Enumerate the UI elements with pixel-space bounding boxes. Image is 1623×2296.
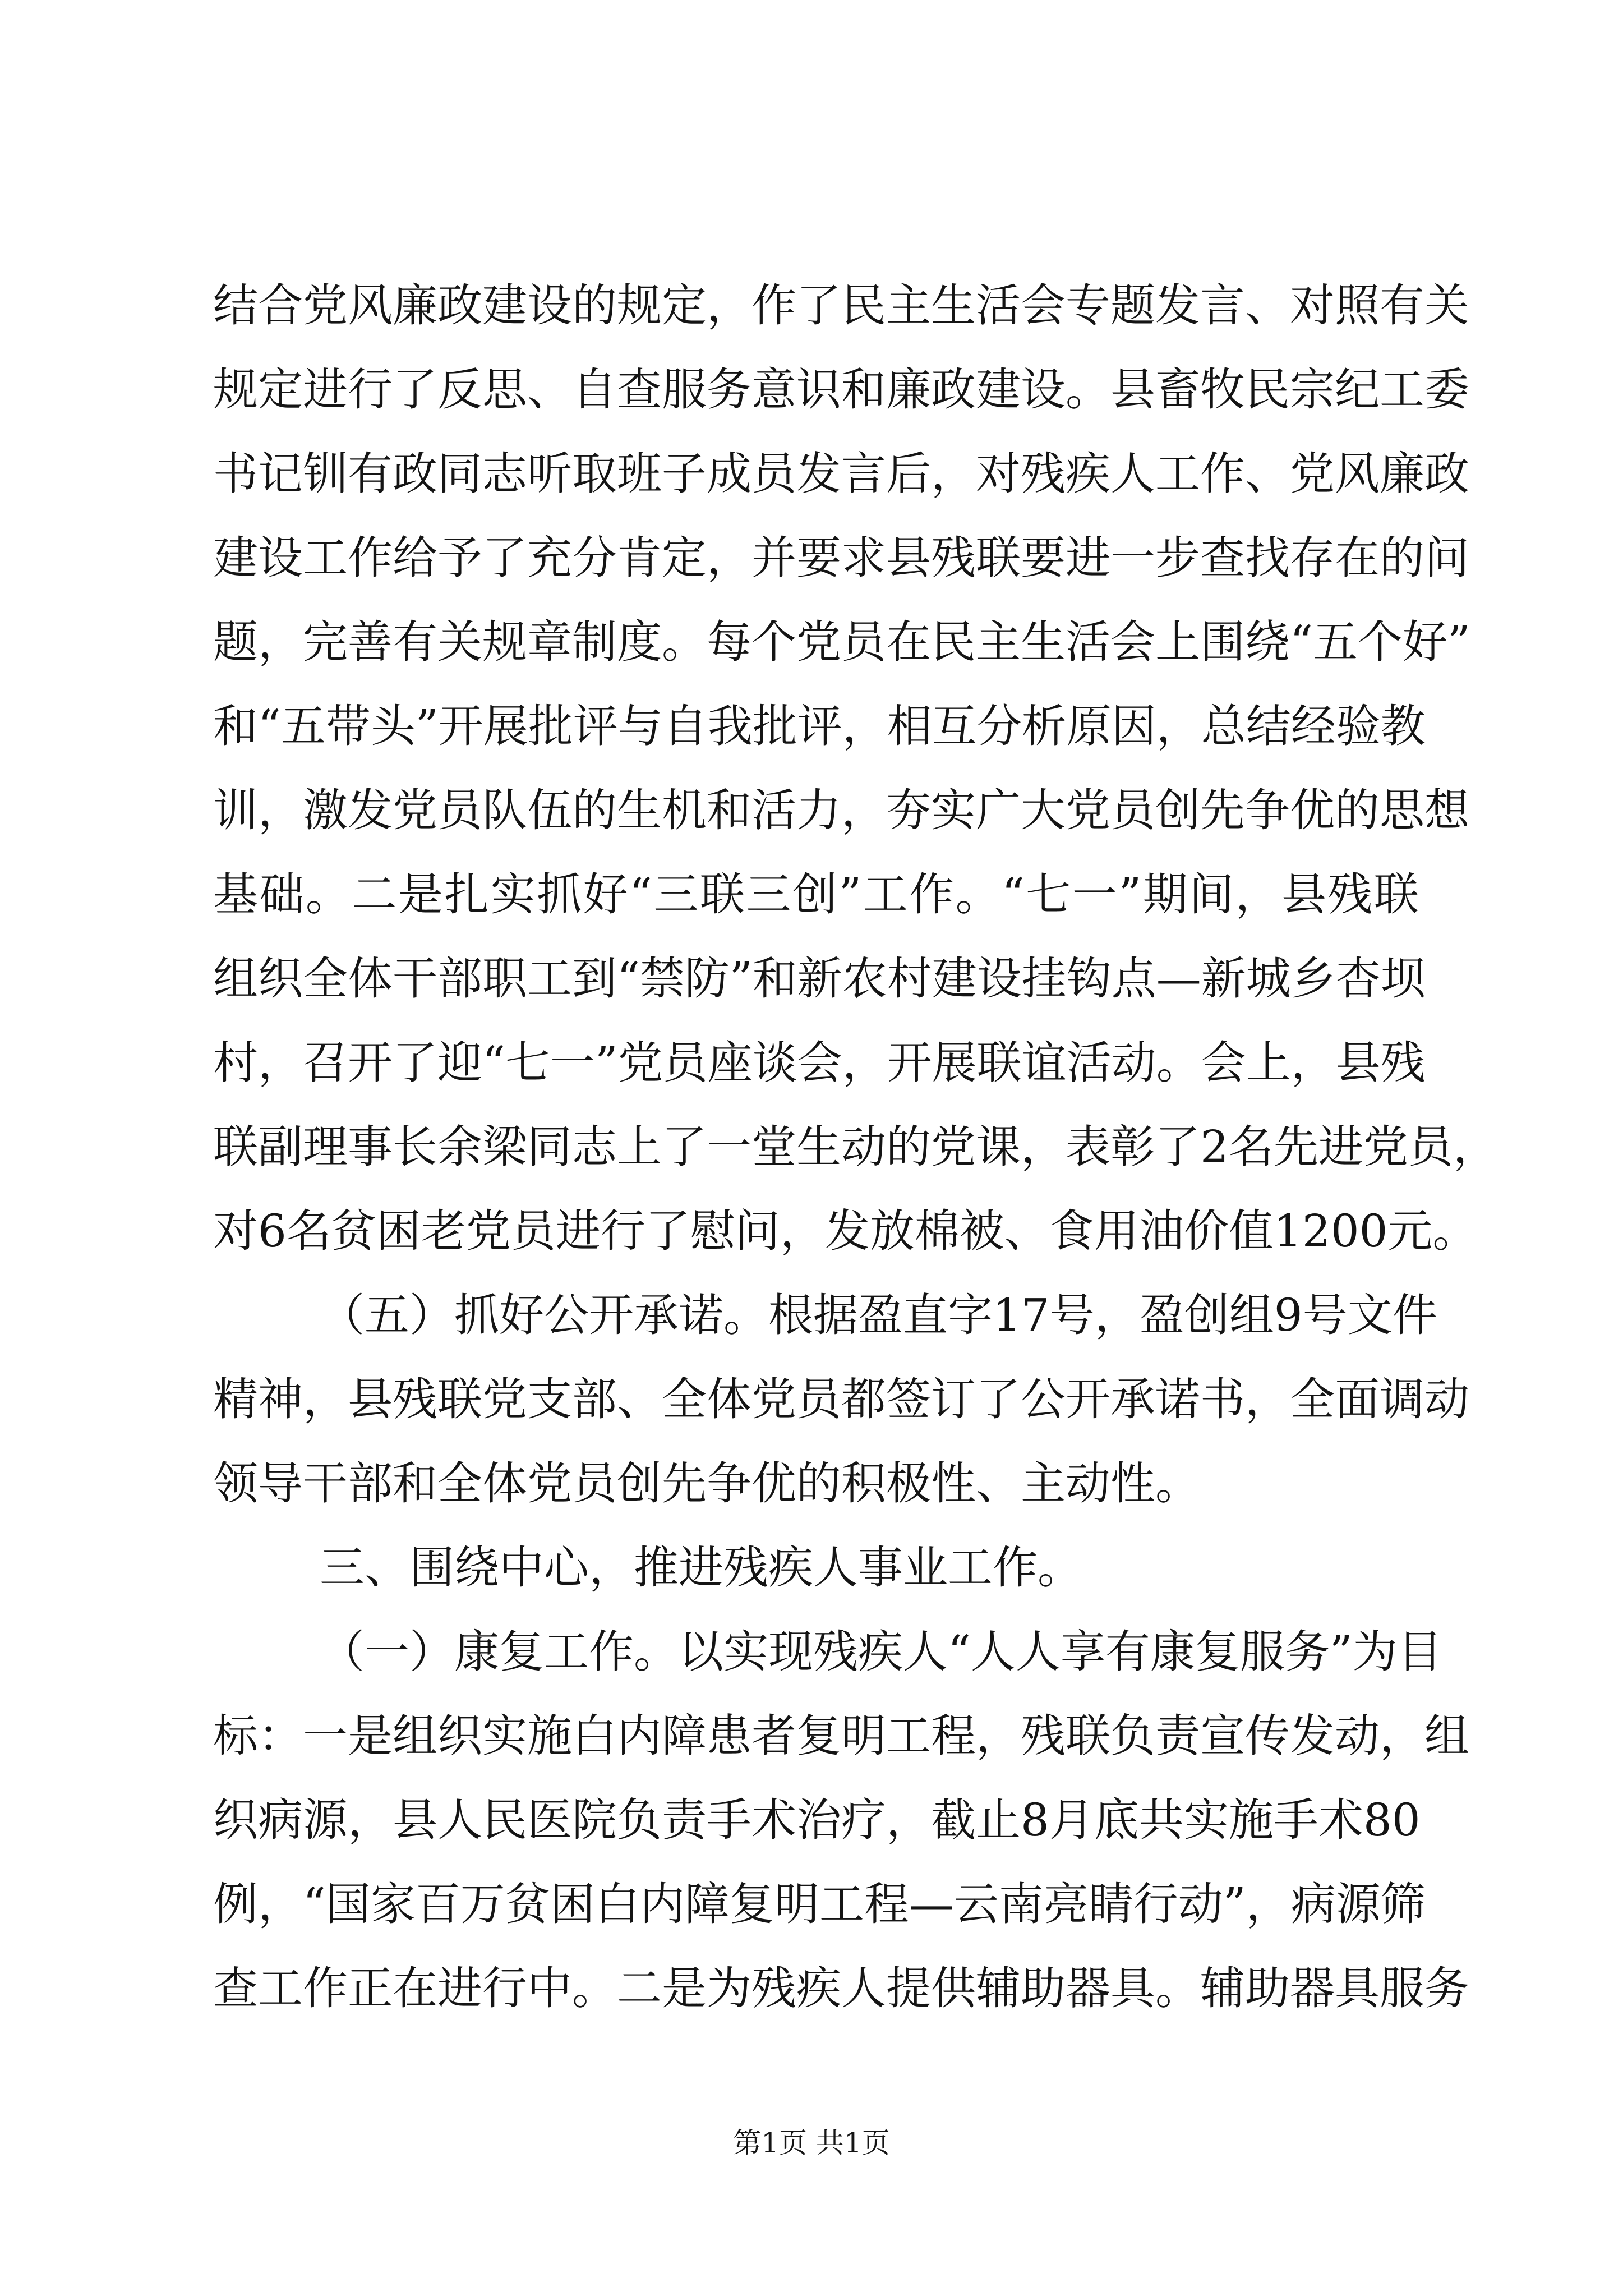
text-line: （五）抓好公开承诺。根据盈直字17号，盈创组9号文件 [320,1289,1437,1341]
text-line: 精神，县残联党支部、全体党员都签订了公开承诺书，全面调动 [213,1373,1469,1425]
text-line: 和“五带头”开展批评与自我批评，相互分析原因，总结经验教 [213,700,1426,752]
text-line: 训，激发党员队伍的生机和活力，夯实广大党员创先争优的思想 [213,784,1469,836]
text-line: 查工作正在进行中。二是为残疾人提供辅助器具。辅助器具服务 [213,1962,1469,2014]
page-number-footer: 第1页 共1页 [733,2127,890,2159]
text-line: 对6名贫困老党员进行了慰问，发放棉被、食用油价值1200元。 [213,1205,1478,1257]
text-line: 书记钏有政同志听取班子成员发言后，对残疾人工作、党风廉政 [213,448,1469,500]
text-line: 例，“国家百万贫困白内障复明工程—云南亮睛行动”，病源筛 [213,1878,1426,1930]
text-line: 村，召开了迎“七一”党员座谈会，开展联谊活动。会上，县残 [213,1037,1426,1089]
text-line: 结合党风廉政建设的规定，作了民主生活会专题发言、对照有关 [213,279,1469,332]
text-line: 组织全体干部职工到“禁防”和新农村建设挂钩点—新城乡杏坝 [213,953,1426,1005]
text-line: 联副理事长余梁同志上了一堂生动的党课，表彰了2名先进党员， [213,1121,1498,1173]
text-line: 题，完善有关规章制度。每个党员在民主生活会上围绕“五个好” [213,616,1470,668]
text-line: 基础。二是扎实抓好“三联三创”工作。“七一”期间，县残联 [213,868,1419,921]
text-line: 建设工作给予了充分肯定，并要求县残联要进一步查找存在的问 [213,532,1469,584]
text-line: 领导干部和全体党员创先争优的积极性、主动性。 [213,1457,1200,1510]
text-line: 规定进行了反思、自查服务意识和廉政建设。县畜牧民宗纪工委 [213,364,1469,416]
text-line: 织病源，县人民医院负责手术治疗，截止8月底共实施手术80 [213,1794,1421,1846]
text-line: 标：一是组织实施白内障患者复明工程，残联负责宣传发动，组 [213,1710,1469,1762]
section-heading: 三、围绕中心，推进残疾人事业工作。 [320,1542,1082,1594]
text-line: （一）康复工作。以实现残疾人“人人享有康复服务”为目 [320,1626,1442,1678]
